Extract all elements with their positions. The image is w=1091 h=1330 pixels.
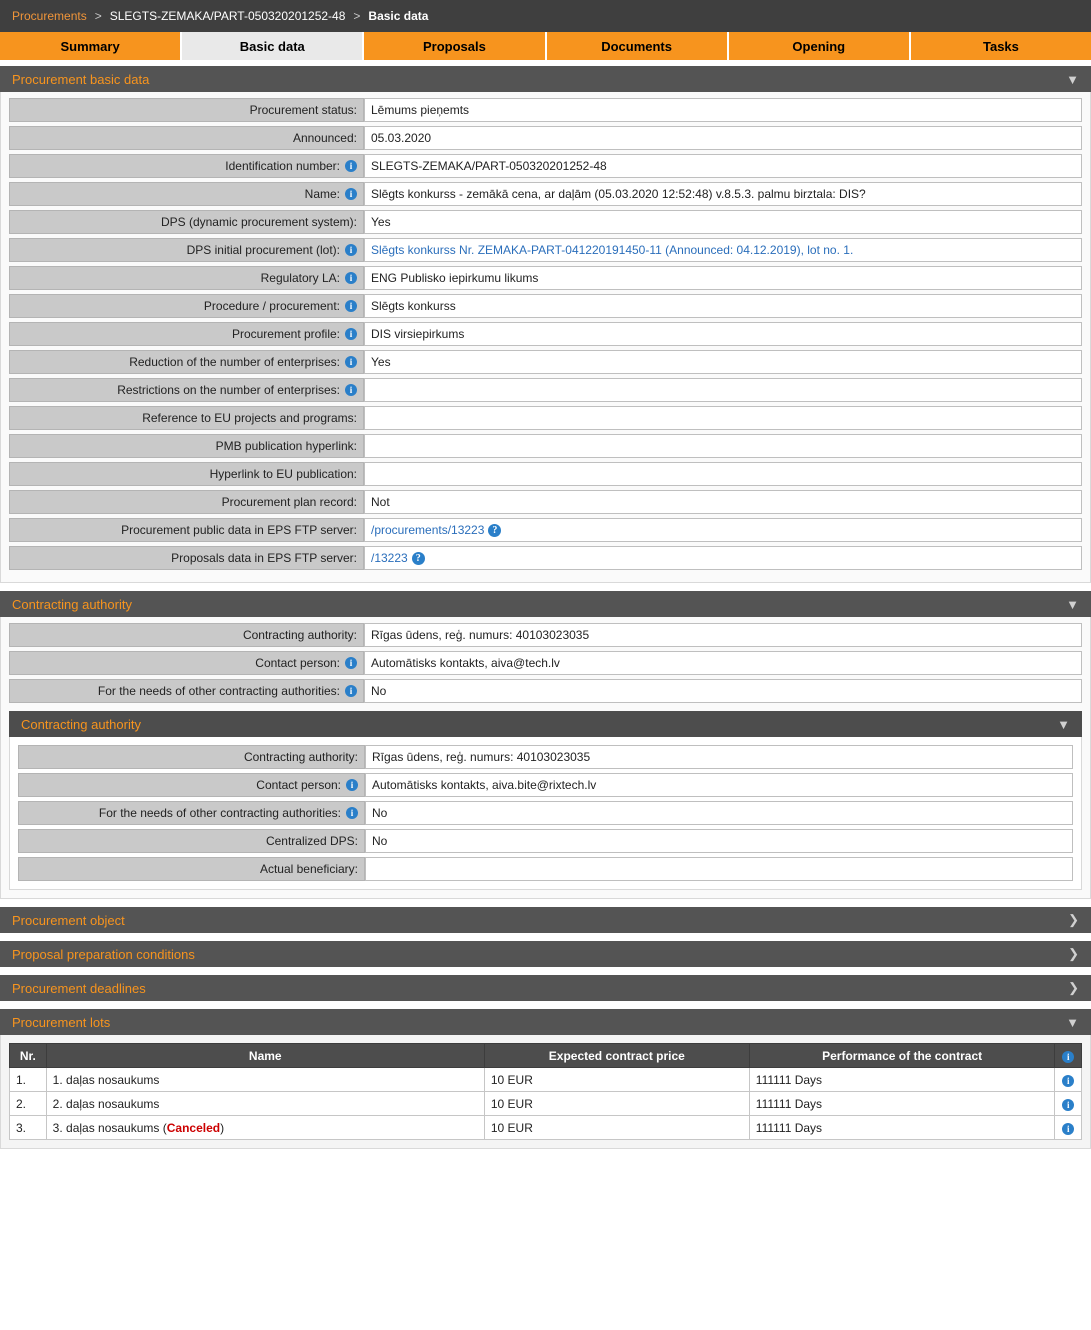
field-label-dps-initial-procurement (9, 238, 364, 262)
field-label-nested-contracting-authority (18, 745, 365, 769)
section-title-procurement-object: Procurement object (12, 912, 125, 928)
lot-expected-price: 10 EUR (484, 1068, 749, 1092)
lot-info-cell[interactable] (1055, 1116, 1082, 1140)
field-value-regulatory-la[interactable]: ENG Publisko iepirkumu likums (364, 266, 1082, 290)
public-data-ftp-link[interactable]: /procurements/13223 (371, 523, 485, 537)
field-label-procedure-procurement (9, 294, 364, 318)
column-header-performance: Performance of the contract (749, 1044, 1055, 1068)
chevron-down-icon[interactable]: ▼ (1066, 596, 1079, 612)
field-value-pmb-publication-hyperlink[interactable] (364, 434, 1082, 458)
info-icon[interactable]: i (1062, 1123, 1074, 1135)
tab-bar (0, 32, 1091, 60)
field-label-reduction-number-enterprises (9, 350, 364, 374)
info-icon[interactable]: i (345, 384, 357, 396)
column-header-info (1055, 1044, 1082, 1068)
lot-nr: 3. (10, 1116, 47, 1140)
info-icon[interactable]: i (345, 300, 357, 312)
label-text: Procurement plan record: (221, 495, 357, 509)
field-label-public-data-ftp (9, 518, 364, 542)
field-value-nested-contracting-authority[interactable]: Rīgas ūdens, reģ. numurs: 40103023035 (365, 745, 1073, 769)
field-value-nested-other-authorities-needs[interactable]: No (365, 801, 1073, 825)
section-title-procurement-lots: Procurement lots (12, 1014, 111, 1030)
tab-basic-data[interactable]: Basic data (182, 32, 364, 60)
breadcrumb-separator-1: > (94, 9, 102, 23)
field-row-nested-contact-person (18, 773, 1073, 797)
procurement-lots-table (9, 1043, 1082, 1140)
field-value-restrictions-number-enterprises[interactable] (364, 378, 1082, 402)
field-label-proposals-data-ftp (9, 546, 364, 570)
label-text: PMB publication hyperlink: (215, 439, 357, 453)
field-row-eu-projects-reference (9, 406, 1082, 430)
chevron-right-icon[interactable]: ❯ (1068, 946, 1079, 961)
section-title-contracting-authority-nested: Contracting authority (21, 716, 141, 732)
section-header-procurement-deadlines[interactable] (0, 975, 1091, 1001)
label-text: Reference to EU projects and programs: (142, 411, 357, 425)
label-text: Restrictions on the number of enterprises: (117, 383, 340, 397)
contracting-authority-panel (0, 617, 1091, 899)
field-label-centralized-dps (18, 829, 365, 853)
field-value-centralized-dps[interactable]: No (365, 829, 1073, 853)
label-text: For the needs of other contracting authorities: (98, 806, 341, 820)
field-row-restrictions-number-enterprises (9, 378, 1082, 402)
label-text: Hyperlink to EU publication: (209, 467, 357, 481)
field-label-contracting-authority (9, 623, 364, 647)
proposals-data-ftp-link[interactable]: /13223 (371, 551, 408, 565)
lot-name: 1. daļas nosaukums (46, 1068, 484, 1092)
field-value-procurement-plan-record[interactable]: Not (364, 490, 1082, 514)
field-value-nested-contact-person[interactable]: Automātisks kontakts, aiva.bite@rixtech.lv (365, 773, 1073, 797)
table-row[interactable] (10, 1068, 1082, 1092)
label-text: Procurement status: (249, 103, 357, 117)
info-icon[interactable]: i (345, 685, 357, 697)
field-row-procurement-plan-record (9, 490, 1082, 514)
field-value-eu-projects-reference[interactable] (364, 406, 1082, 430)
chevron-right-icon[interactable]: ❯ (1068, 912, 1079, 927)
info-icon[interactable]: i (1062, 1075, 1074, 1087)
lot-expected-price: 10 EUR (484, 1092, 749, 1116)
lot-info-cell[interactable] (1055, 1092, 1082, 1116)
field-row-public-data-ftp (9, 518, 1082, 542)
label-text: Contact person: (255, 656, 340, 670)
field-label-regulatory-la (9, 266, 364, 290)
field-row-pmb-publication-hyperlink (9, 434, 1082, 458)
info-icon[interactable]: i (345, 356, 357, 368)
info-icon[interactable]: i (1062, 1099, 1074, 1111)
info-icon[interactable]: i (346, 779, 358, 791)
field-value-proposals-data-ftp[interactable] (364, 546, 1082, 570)
field-label-actual-beneficiary (18, 857, 365, 881)
field-row-procurement-profile (9, 322, 1082, 346)
section-title-procurement-basic-data: Procurement basic data (12, 71, 150, 87)
chevron-right-icon[interactable]: ❯ (1068, 980, 1079, 995)
label-text: DPS (dynamic procurement system): (160, 215, 357, 229)
procurement-lots-panel (0, 1035, 1091, 1149)
info-icon[interactable]: i (345, 244, 357, 256)
field-value-eu-publication-hyperlink[interactable] (364, 462, 1082, 486)
breadcrumb (0, 0, 1091, 32)
field-value-reduction-number-enterprises[interactable]: Yes (364, 350, 1082, 374)
field-row-procedure-procurement (9, 294, 1082, 318)
lot-info-cell[interactable] (1055, 1068, 1082, 1092)
field-value-name[interactable]: Slēgts konkurss - zemākā cena, ar daļām (05.03.2020 12:52:48) v.8.5.3. palmu birztala: DIS? (364, 182, 1082, 206)
field-value-announced[interactable]: 05.03.2020 (364, 126, 1082, 150)
field-value-contracting-authority[interactable]: Rīgas ūdens, reģ. numurs: 40103023035 (364, 623, 1082, 647)
tab-tasks[interactable]: Tasks (911, 32, 1091, 60)
tab-summary[interactable]: Summary (0, 32, 182, 60)
field-row-reduction-number-enterprises (9, 350, 1082, 374)
field-label-nested-other-authorities-needs (18, 801, 365, 825)
lot-performance: 111111 Days (749, 1116, 1055, 1140)
tab-proposals[interactable]: Proposals (364, 32, 546, 60)
help-icon[interactable]: ? (412, 552, 425, 565)
label-text: Proposals data in EPS FTP server: (171, 551, 357, 565)
label-text: Actual beneficiary: (259, 862, 358, 876)
field-label-procurement-profile (9, 322, 364, 346)
field-row-regulatory-la (9, 266, 1082, 290)
section-header-procurement-object[interactable] (0, 907, 1091, 933)
field-label-announced (9, 126, 364, 150)
breadcrumb-procurements-link[interactable]: Procurements (12, 9, 87, 23)
field-label-nested-contact-person (18, 773, 365, 797)
table-row[interactable] (10, 1116, 1082, 1140)
field-value-other-authorities-needs[interactable]: No (364, 679, 1082, 703)
field-value-public-data-ftp[interactable] (364, 518, 1082, 542)
label-text: Name: (304, 187, 340, 201)
label-text: Procurement public data in EPS FTP server: (121, 523, 357, 537)
chevron-down-icon[interactable]: ▼ (1057, 716, 1070, 732)
field-label-pmb-publication-hyperlink (9, 434, 364, 458)
procurement-basic-data-panel (0, 92, 1091, 583)
label-text: Centralized DPS: (265, 834, 358, 848)
field-value-dps-initial-procurement[interactable] (364, 238, 1082, 262)
info-icon[interactable]: i (345, 188, 357, 200)
field-label-eu-projects-reference (9, 406, 364, 430)
label-text: DPS initial procurement (lot): (186, 243, 340, 257)
chevron-down-icon[interactable]: ▼ (1066, 71, 1079, 87)
field-row-contact-person (9, 651, 1082, 675)
lot-performance: 111111 Days (749, 1092, 1055, 1116)
contracting-authority-nested-panel (9, 737, 1082, 890)
lot-expected-price: 10 EUR (484, 1116, 749, 1140)
label-text: Contact person: (256, 778, 341, 792)
label-text: Contracting authority: (242, 628, 357, 642)
field-row-dps (9, 210, 1082, 234)
field-value-actual-beneficiary[interactable] (365, 857, 1073, 881)
field-row-proposals-data-ftp (9, 546, 1082, 570)
breadcrumb-separator-2: > (353, 9, 361, 23)
table-header-row (10, 1044, 1082, 1068)
lot-performance: 111111 Days (749, 1068, 1055, 1092)
dps-initial-procurement-link[interactable]: Slēgts konkurss Nr. ZEMAKA-PART-041220191450-11 (Announced: 04.12.2019), lot no. 1. (371, 243, 854, 257)
field-label-contact-person (9, 651, 364, 675)
column-header-expected-price: Expected contract price (484, 1044, 749, 1068)
field-row-identification-number (9, 154, 1082, 178)
field-value-dps[interactable]: Yes (364, 210, 1082, 234)
field-value-procurement-status[interactable]: Lēmums pieņemts (364, 98, 1082, 122)
field-label-procurement-plan-record (9, 490, 364, 514)
field-label-procurement-status (9, 98, 364, 122)
info-icon[interactable]: i (345, 160, 357, 172)
breadcrumb-current-page: Basic data (368, 9, 429, 23)
breadcrumb-procurement-id: SLEGTS-ZEMAKA/PART-050320201252-48 (109, 9, 346, 23)
label-text: Identification number: (225, 159, 340, 173)
label-text: Regulatory LA: (260, 271, 340, 285)
chevron-down-icon[interactable]: ▼ (1066, 1014, 1079, 1030)
section-title-proposal-preparation-conditions: Proposal preparation conditions (12, 946, 195, 962)
label-text: Reduction of the number of enterprises: (129, 355, 340, 369)
section-header-proposal-preparation-conditions[interactable] (0, 941, 1091, 967)
field-row-nested-other-authorities-needs (18, 801, 1073, 825)
label-text: Announced: (292, 131, 357, 145)
info-icon[interactable]: i (345, 657, 357, 669)
info-icon[interactable]: i (345, 272, 357, 284)
column-header-nr: Nr. (10, 1044, 47, 1068)
status-badge-canceled: Canceled (166, 1120, 221, 1135)
lot-name: 2. daļas nosaukums (46, 1092, 484, 1116)
field-row-eu-publication-hyperlink (9, 462, 1082, 486)
table-row[interactable] (10, 1092, 1082, 1116)
help-icon[interactable]: ? (488, 524, 501, 537)
label-text: Contracting authority: (243, 750, 358, 764)
lot-nr: 1. (10, 1068, 47, 1092)
field-label-restrictions-number-enterprises (9, 378, 364, 402)
section-title-procurement-deadlines: Procurement deadlines (12, 980, 146, 996)
section-header-procurement-lots[interactable] (0, 1009, 1091, 1035)
field-value-procurement-profile[interactable]: DIS virsiepirkums (364, 322, 1082, 346)
column-header-name: Name (46, 1044, 484, 1068)
field-value-contact-person[interactable]: Automātisks kontakts, aiva@tech.lv (364, 651, 1082, 675)
lot-name (46, 1116, 484, 1140)
field-row-contracting-authority (9, 623, 1082, 647)
lot-name-suffix: ) (220, 1120, 225, 1135)
field-row-centralized-dps (18, 829, 1073, 853)
label-text: Procurement profile: (231, 327, 340, 341)
field-row-other-authorities-needs (9, 679, 1082, 703)
lot-name-text: 3. daļas nosaukums ( (52, 1120, 167, 1135)
field-row-dps-initial-procurement (9, 238, 1082, 262)
info-icon[interactable]: i (345, 328, 357, 340)
section-header-contracting-authority-nested[interactable] (9, 711, 1082, 737)
tab-documents[interactable]: Documents (547, 32, 729, 60)
field-value-identification-number[interactable]: SLEGTS-ZEMAKA/PART-050320201252-48 (364, 154, 1082, 178)
field-row-procurement-status (9, 98, 1082, 122)
field-value-procedure-procurement[interactable]: Slēgts konkurss (364, 294, 1082, 318)
field-row-name (9, 182, 1082, 206)
field-label-other-authorities-needs (9, 679, 364, 703)
tab-opening[interactable]: Opening (729, 32, 911, 60)
field-row-announced (9, 126, 1082, 150)
section-header-contracting-authority[interactable] (0, 591, 1091, 617)
label-text: For the needs of other contracting authorities: (97, 684, 340, 698)
section-header-procurement-basic-data[interactable] (0, 66, 1091, 92)
field-label-eu-publication-hyperlink (9, 462, 364, 486)
info-icon[interactable]: i (1062, 1051, 1074, 1063)
lot-nr: 2. (10, 1092, 47, 1116)
field-label-name (9, 182, 364, 206)
field-label-dps (9, 210, 364, 234)
field-row-actual-beneficiary (18, 857, 1073, 881)
label-text: Procedure / procurement: (203, 299, 340, 313)
field-label-identification-number (9, 154, 364, 178)
field-row-nested-contracting-authority (18, 745, 1073, 769)
info-icon[interactable]: i (346, 807, 358, 819)
section-title-contracting-authority: Contracting authority (12, 596, 132, 612)
